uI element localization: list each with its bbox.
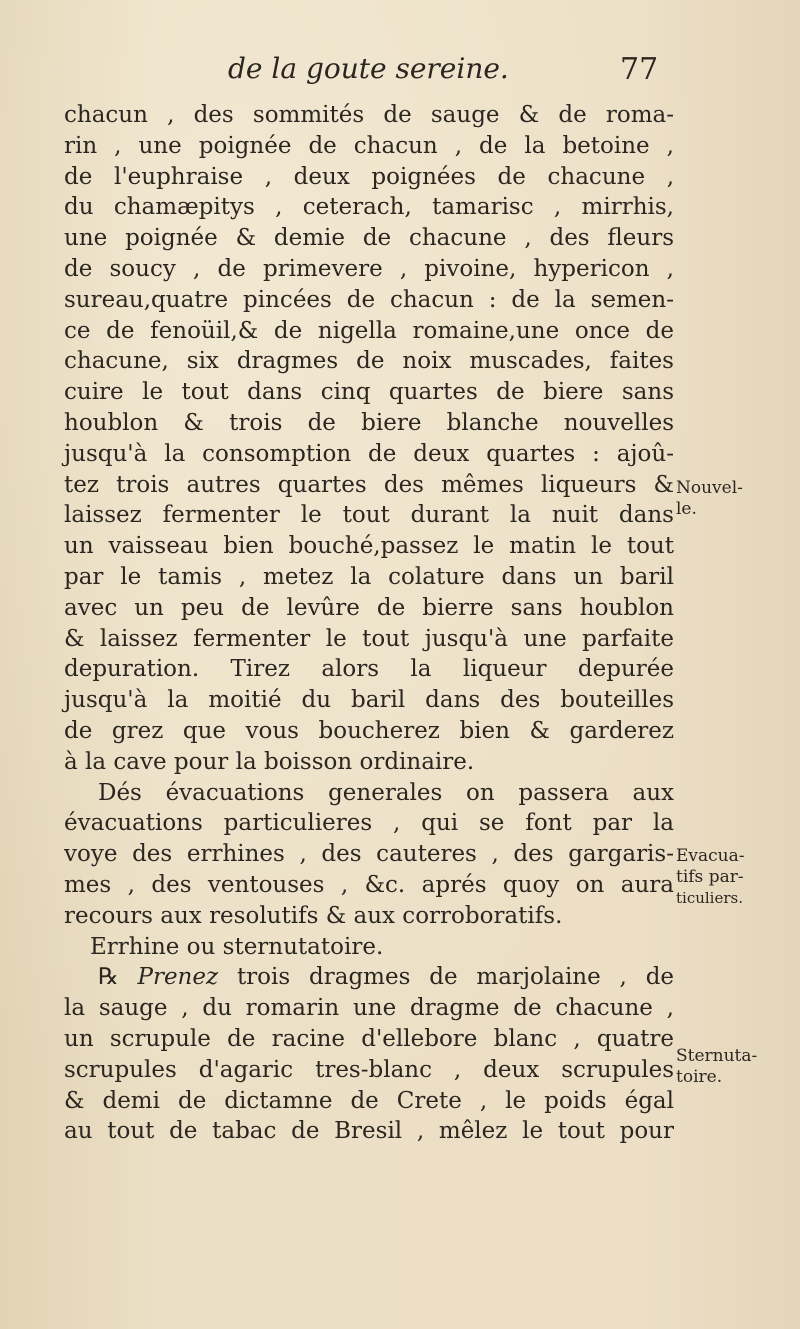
- text-line: une poignée & demie de chacune , des fleurs: [64, 225, 674, 252]
- text-line: cuire le tout dans cinq quartes de biere sans: [64, 379, 674, 406]
- recipe-symbol: ℞: [98, 964, 119, 991]
- text-line: voye des errhines , des cauteres , des gargaris-: [64, 841, 674, 868]
- text-line: de grez que vous boucherez bien & garderez: [64, 717, 674, 744]
- margin-note-sternutatoire: Sternuta- toire.: [676, 1046, 758, 1087]
- text-line: jusqu'à la moitié du baril dans des bouteilles: [64, 687, 674, 714]
- text-line: évacuations particulieres , qui se font par la: [64, 810, 674, 837]
- text-line: rin , une poignée de chacun , de la betoine ,: [64, 132, 674, 159]
- text-line: ce de fenoüil,& de nigella romaine,une once de: [64, 317, 674, 344]
- text-line: scrupules d'agaric tres-blanc , deux scrupules: [64, 1056, 674, 1083]
- section-heading: Errhine ou sternutatoire.: [90, 933, 384, 960]
- text-line: & laissez fermenter le tout jusqu'à une parfaite: [64, 625, 674, 652]
- text-line: avec un peu de levûre de bierre sans houblon: [64, 594, 674, 621]
- running-title: de la goute sereine.: [228, 52, 509, 85]
- recipe-text: trois dragmes de marjolaine , de: [236, 964, 675, 991]
- text-line: un vaisseau bien bouché,passez le matin le tout: [64, 533, 674, 560]
- text-line: par le tamis , metez la colature dans un baril: [64, 563, 674, 590]
- recipe-line: [64, 962, 674, 993]
- text-line: à la cave pour la boisson ordinaire.: [64, 748, 475, 775]
- text-line: jusqu'à la consomption de deux quartes : ajoû-: [64, 440, 674, 467]
- text-line: tez trois autres quartes des mêmes liqueurs &: [64, 471, 674, 498]
- text-line: & demi de dictamne de Crete , le poids égal: [64, 1087, 674, 1114]
- text-line: chacun , des sommités de sauge & de roma-: [64, 102, 674, 128]
- text-line: un scrupule de racine d'ellebore blanc , quatre: [64, 1025, 674, 1052]
- page-header: [0, 52, 800, 92]
- text-line: sureau,quatre pincées de chacun : de la semen-: [64, 286, 674, 313]
- body-text: [64, 100, 674, 1147]
- text-line: de l'euphraise , deux poignées de chacune ,: [64, 163, 674, 190]
- margin-note-evacuatifs: Evacua- tifs par- ticuliers.: [676, 846, 745, 907]
- text-line: mes , des ventouses , &c. aprés quoy on aura: [64, 871, 674, 898]
- page-number: 77: [620, 52, 659, 87]
- text-line: au tout de tabac de Bresil , mêlez le tout pour: [64, 1118, 674, 1145]
- text-line: houblon & trois de biere blanche nouvelles: [64, 409, 674, 436]
- text-line: Dés évacuations generales on passera aux: [98, 779, 674, 806]
- text-line: chacune, six dragmes de noix muscades, faites: [64, 348, 674, 375]
- margin-note-nouvelle: Nouvel- le.: [676, 478, 743, 519]
- text-line: du chamæpitys , ceterach, tamarisc , mirrhis,: [64, 194, 674, 221]
- text-line: de soucy , de primevere , pivoine, hypericon ,: [64, 255, 674, 282]
- text-line: laissez fermenter le tout durant la nuit dans: [64, 502, 674, 529]
- text-line: recours aux resolutifs & aux corroboratifs.: [64, 902, 563, 929]
- text-line: depuration. Tirez alors la liqueur depurée: [64, 656, 674, 683]
- text-line: la sauge , du romarin une dragme de chacune ,: [64, 995, 674, 1022]
- recipe-word: Prenez: [137, 964, 219, 991]
